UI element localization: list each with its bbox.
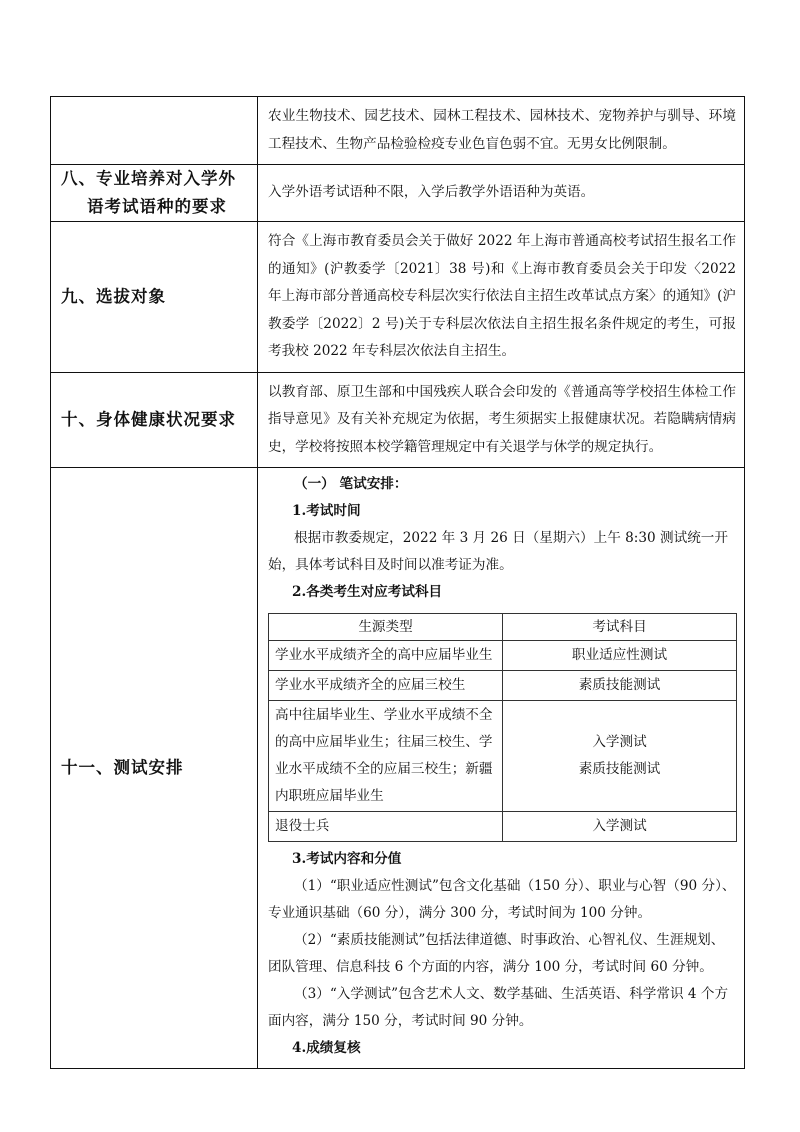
row-label [51, 372, 258, 468]
row-content [258, 222, 745, 373]
label-line-1: 八、专业培养对入学外 [61, 169, 236, 188]
exam-subject-table [268, 613, 737, 842]
subsection-heading: 4.成绩复核 [292, 1040, 361, 1056]
table-row [269, 671, 737, 701]
row-content [258, 468, 745, 1069]
table-row [269, 812, 737, 842]
table-cell: 职业适应性测试 [503, 641, 737, 671]
label-line-1: 九、选拔对象 [61, 286, 166, 306]
row-label [51, 165, 258, 222]
admission-table [50, 96, 745, 1069]
table-header-row [269, 614, 737, 641]
row-content [258, 372, 745, 468]
subsection-heading: 2.各类考生对应考试科目 [292, 584, 443, 600]
table-cell: 高中往届毕业生、学业水平成绩不全的高中应届毕业生；往届三校生、学业水平成绩不全的应届三校生；新疆内职班应届毕业生 [269, 701, 503, 812]
paragraph: 以教育部、原卫生部和中国残疾人联合会印发的《普通高等学校招生体检工作指导意见》及有关补充规定为依据，考生须据实上报健康状况。若隐瞒病情病史，学校将按照本校学籍管理规定中有关退学与休学的规定执行。 [268, 383, 736, 455]
row-label [51, 222, 258, 373]
paragraph: （3）“入学测试”包含艺术人文、数学基础、生活英语、科学常识 4 个方面内容，满分 150 分，考试时间 90 分钟。 [268, 986, 729, 1029]
table-cell [503, 701, 737, 812]
column-header: 考试科目 [503, 614, 737, 641]
table-row [51, 468, 745, 1069]
paragraph: 根据市教委规定，2022 年 3 月 26 日（星期六）上午 8:30 测试统一开始，具体考试科目及时间以准考证为准。 [268, 530, 728, 573]
subsection-heading: 1.考试时间 [292, 503, 361, 519]
paragraph: （2）“素质技能测试”包括法律道德、时事政治、心智礼仪、生涯规划、团队管理、信息科技 6 个方面的内容，满分 100 分，考试时间 60 分钟。 [268, 932, 725, 975]
column-header: 生源类型 [269, 614, 503, 641]
row-label [51, 468, 258, 1069]
table-cell: 入学测试 [503, 812, 737, 842]
label-line-1: 十、身体健康状况要求 [61, 409, 236, 429]
table-row [269, 641, 737, 671]
table-row [51, 165, 745, 222]
table-cell: 学业水平成绩齐全的高中应届毕业生 [269, 641, 503, 671]
subsection-heading: 3.考试内容和分值 [292, 851, 402, 867]
table-cell: 素质技能测试 [503, 671, 737, 701]
table-cell: 学业水平成绩齐全的应届三校生 [269, 671, 503, 701]
table-row [51, 372, 745, 468]
subject-line: 素质技能测试 [578, 761, 661, 777]
table-cell: 退役士兵 [269, 812, 503, 842]
row-content [258, 97, 745, 165]
row-content [258, 165, 745, 222]
label-line-1: 十一、测试安排 [61, 758, 184, 777]
paragraph: （1）“职业适应性测试”包含文化基础（150 分）、职业与心智（90 分）、专业通识基础（60 分），满分 300 分，考试时间为 100 分钟。 [268, 878, 736, 921]
table-row [51, 97, 745, 165]
paragraph: 入学外语考试语种不限，入学后教学外语语种为英语。 [268, 184, 595, 201]
label-line-2: 语考试语种的要求 [87, 197, 227, 216]
row-label-empty [51, 97, 258, 165]
table-row [269, 701, 737, 812]
paragraph: 农业生物技术、园艺技术、园林工程技术、园林技术、宠物养护与驯导、环境工程技术、生物产品检验检疫专业色盲色弱不宜。无男女比例限制。 [268, 108, 736, 152]
paragraph: 符合《上海市教育委员会关于做好 2022 年上海市普通高校考试招生报名工作的通知》(沪教委学〔2021〕38 号)和《上海市教育委员会关于印发〈2022 年上海市部分普通高校专科层次实行依法自主招生改革试点方案〉的通知》(沪教委学〔2022〕2 号)关于专科层次依法自主招生报名条件规定的考生，可报考我校 2022 年专科层次依法自主招生。 [268, 233, 736, 359]
table-row [51, 222, 745, 373]
subject-line: 入学测试 [592, 734, 647, 750]
section-heading: （一） 笔试安排： [294, 476, 408, 492]
